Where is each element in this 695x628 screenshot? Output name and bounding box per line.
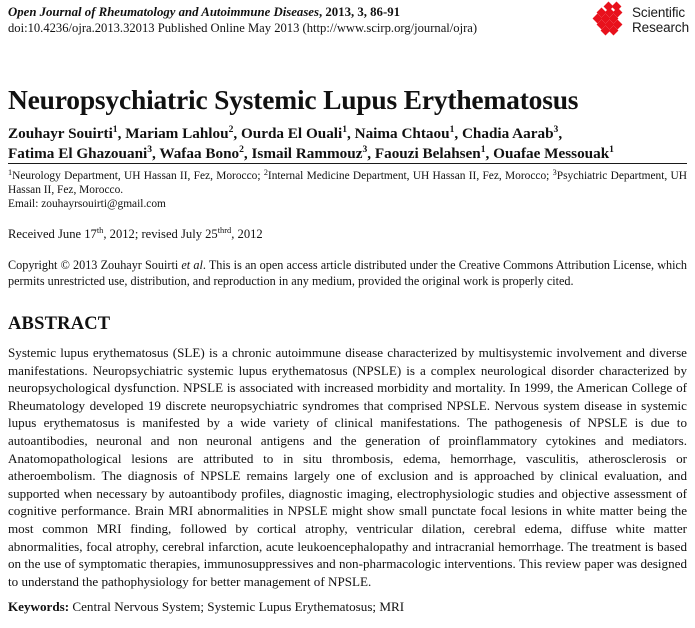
revised-date-prefix: , 2012; revised July 25: [103, 227, 218, 241]
doi-line[interactable]: doi:10.4236/ojra.2013.32013 Published Online May 2013 (http://www.scirp.org/journal/ojra): [8, 21, 478, 35]
affiliation-text: Psychiatric Department, UH Hassan II, Fez, Morocco.: [8, 170, 687, 197]
author-list: [8, 124, 688, 164]
copyright-etal: et al: [181, 258, 203, 272]
affiliation-marker: 3: [552, 168, 557, 177]
page-title: Neuropsychiatric Systemic Lupus Erythematosus: [8, 84, 579, 116]
author-name: Wafaa Bono: [159, 145, 240, 162]
received-date-prefix: Received June 17: [8, 227, 97, 241]
affiliation-text: Internal Medicine Department, UH Hassan II, Fez, Morocco;: [267, 170, 553, 182]
accepted-date-ordinal: rd: [224, 226, 232, 235]
abstract-heading: ABSTRACT: [8, 314, 111, 334]
author-entry[interactable]: [252, 145, 368, 162]
author-name: Mariam Lahlou: [125, 125, 229, 142]
author-affiliation-marker: 1: [449, 124, 455, 135]
author-separator: ,: [243, 145, 252, 162]
author-name: Ourda El Ouali: [240, 125, 343, 142]
author-affiliation-marker: 3: [147, 144, 153, 155]
publisher-name-line1: Scientific: [632, 4, 686, 20]
author-separator: ,: [152, 145, 160, 162]
author-entry[interactable]: [8, 125, 118, 142]
received-date-ordinal: th: [96, 226, 104, 235]
author-name: Zouhayr Souirti: [8, 125, 113, 142]
affiliation-block: [8, 169, 687, 212]
divider-under-authors: [8, 163, 687, 164]
author-line-1: [8, 124, 688, 144]
author-separator: ,: [117, 125, 126, 142]
author-name: Chadia Aarab: [461, 125, 554, 142]
author-separator: ,: [347, 125, 355, 142]
corresponding-email[interactable]: Email: zouhayrsouirti@gmail.com: [8, 198, 166, 211]
affiliation-item: [264, 170, 553, 182]
author-entry[interactable]: [493, 145, 614, 162]
author-separator: ,: [558, 125, 563, 142]
revised-date-ordinal: th: [217, 226, 225, 235]
author-affiliation-marker: 3: [362, 144, 368, 155]
copyright-prefix: Copyright © 2013 Zouhayr Souirti: [8, 258, 182, 272]
author-affiliation-marker: 1: [609, 144, 614, 155]
author-name: Naima Chtaou: [354, 125, 450, 142]
scientific-research-diamond-logo-icon: [594, 3, 627, 36]
accepted-date-year: , 2012: [231, 227, 263, 241]
keywords-value: Central Nervous System; Systemic Lupus Erythematosus; MRI: [69, 599, 405, 614]
publisher-logo[interactable]: [594, 3, 689, 36]
affiliation-item: [8, 170, 264, 182]
affiliation-marker: 1: [8, 168, 13, 177]
submission-dates: [8, 226, 687, 242]
copyright-notice: [8, 258, 687, 289]
author-separator: ,: [454, 125, 462, 142]
author-affiliation-marker: 2: [239, 144, 244, 155]
author-affiliation-marker: 1: [342, 124, 348, 135]
author-entry[interactable]: [8, 145, 152, 162]
journal-volume-pages: , 2013, 3, 86-91: [318, 5, 401, 19]
author-entry[interactable]: [355, 125, 455, 142]
masthead: [8, 5, 598, 36]
author-entry[interactable]: [241, 125, 347, 142]
author-entry[interactable]: [462, 125, 558, 142]
author-name: Ouafae Messouak: [493, 145, 610, 162]
publisher-name: [632, 5, 689, 35]
author-name: Faouzi Belahsen: [374, 145, 481, 162]
keywords-line: [8, 598, 687, 615]
journal-name: Open Journal of Rheumatology and Autoimmune Diseases: [8, 5, 319, 19]
author-affiliation-marker: 3: [553, 124, 559, 135]
keywords-label: Keywords:: [8, 599, 70, 614]
author-entry[interactable]: [159, 145, 244, 162]
author-entry[interactable]: [125, 125, 233, 142]
author-affiliation-marker: 1: [480, 144, 486, 155]
affiliation-text: Neurology Department, UH Hassan II, Fez, Morocco;: [12, 170, 264, 182]
author-entry[interactable]: [375, 145, 486, 162]
affiliation-marker: 2: [263, 168, 268, 177]
author-separator: ,: [485, 145, 494, 162]
author-affiliation-marker: 1: [112, 124, 118, 135]
author-separator: ,: [367, 145, 375, 162]
author-name: Ismail Rammouz: [251, 145, 363, 162]
author-separator: ,: [233, 125, 241, 142]
publisher-name-line2: Research: [632, 19, 689, 35]
copyright-license-text: . This is an open access article distributed under the Creative Commons Attribution License, which permits unrestricted use, distribution, and reproduction in any medium, provided the original work is properly cited.: [8, 258, 687, 288]
abstract-body: Systemic lupus erythematosus (SLE) is a chronic autoimmune disease characterized by multisystemic involvement and diverse manifestations. Neuropsychiatric systemic lupus erythematosus (NPSLE) is a complex neurological disorder characterized by neuropsychological dysfunction. NPSLE is associated with increased morbidity and mortality. In 1999, the American College of Rheumatology developed 19 discrete neuropsychiatric syndromes that comprised NPSLE. Nervous system disease in systemic lupus erythematosus is manifested by a wide variety of clinical manifestations. The pathogenesis of NPSLE is due to autoantibodies, neuronal and non neuronal antigens and the generation of proinflammatory cytokines and mediators. Anatomopathological lesions are attributed to in situ thrombosis, edema, hemorrhage, vasculitis, atherosclerosis or atheroembolism. The diagnosis of NPSLE remains largely one of exclusion and is approached by clinical evaluation, and supported when necessary by autoantibody profiles, diagnostic imaging, electrophysiologic studies and objective assessment of cognitive performance. Brain MRI abnormalities in NPSLE might show small punctate focal lesions in white matter being the most common MRI finding, followed by cortical atrophy, ventricular dilation, cerebral edema, diffuse white matter abnormalities, focal atrophy, cerebral infarction, acute leukoencephalopathy and intracranial hemorrhage. The treatment is based on the use of symptomatic therapies, immunosuppressives and non-pharmacologic interventions. This review paper was designed to understand the pathophysiology for better management of NPSLE.: [8, 345, 687, 589]
author-affiliation-marker: 2: [228, 124, 234, 135]
author-line-2: [8, 144, 688, 164]
journal-citation-line: [8, 5, 598, 20]
author-name: Fatima El Ghazouani: [8, 145, 148, 162]
